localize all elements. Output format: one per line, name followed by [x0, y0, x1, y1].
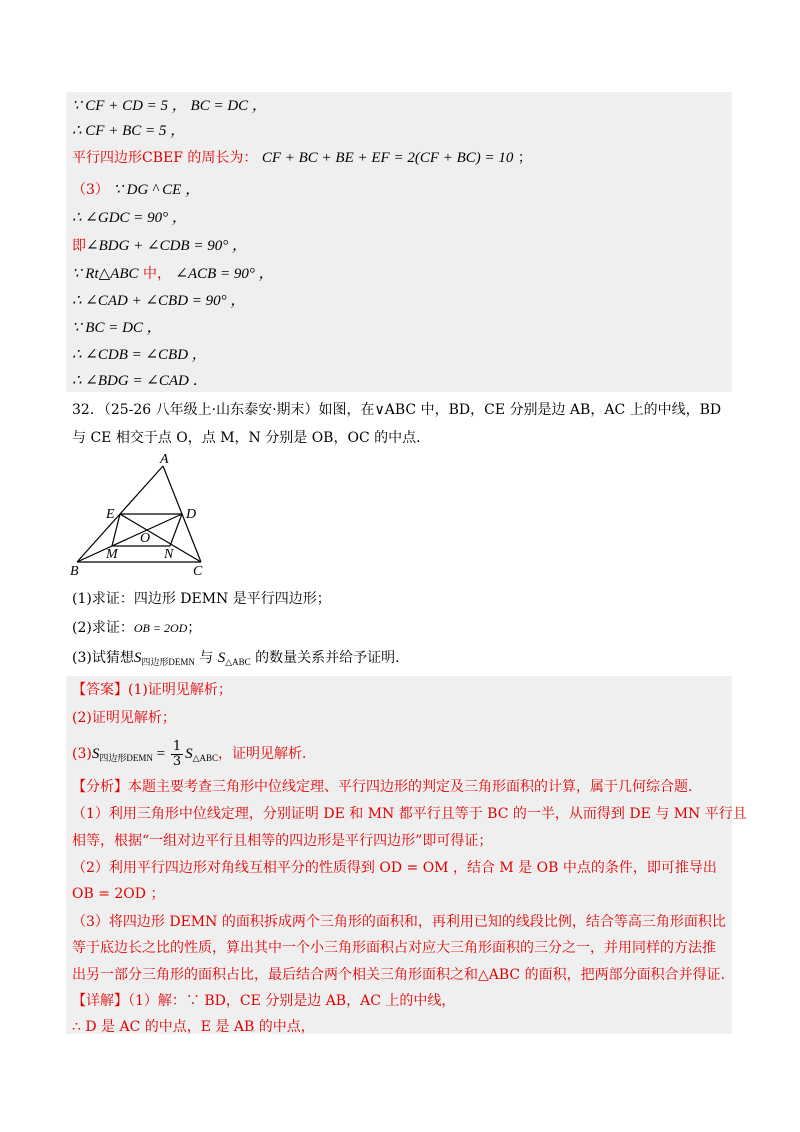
answer-3-equals: =	[152, 746, 169, 762]
detail-1: （1）解：∵ BD，CE 分别是边 AB，AC 上的中线，	[128, 993, 456, 1009]
solution-line-5: ∴ ∠GDC = 90° ，	[72, 210, 187, 226]
answer-line-3	[72, 738, 316, 774]
label-n: N	[164, 547, 174, 562]
q2-text: (2)求证：	[72, 620, 134, 636]
analysis-line-7: 出另一部分三角形的面积占比，最后结合两个相关三角形面积之和△ABC 的面积，把两部分面积合并得证．	[72, 967, 735, 983]
perimeter-label: 平行四边形CBEF 的周长为：	[72, 150, 258, 166]
solution-line-2: ∴ CF + BC = 5 ，	[72, 123, 186, 139]
answer-3-prefix: (3)	[72, 746, 92, 762]
problem-line-2: 与 CE 相交于点 O，点 M，N 分别是 OB，OC 的中点．	[72, 430, 431, 446]
solution-line-3	[72, 148, 532, 168]
label-a: A	[160, 452, 169, 467]
ji-word: 即	[72, 238, 86, 254]
analysis-line-1: （1）利用三角形中位线定理，分别证明 DE 和 MN 都平行且等于 BC 的一半，从而得到 DE 与 MN 平行且	[72, 806, 747, 822]
perimeter-end: ；	[517, 150, 532, 166]
analysis-line-2: 相等，根据“一组对边平行且相等的四边形是平行四边形”即可得证；	[72, 833, 493, 849]
answer-line-2: (2)证明见解析；	[72, 710, 176, 726]
solution-line-4	[72, 180, 200, 200]
label-d: D	[186, 507, 197, 522]
analysis-line-6: 等于底边长之比的性质，算出其中一个小三角形面积占对应大三角形面积的三分之一，并用同样的方法推	[72, 940, 716, 956]
label-b: B	[70, 564, 79, 578]
part3-given: ∵ DG ^ CE ，	[113, 182, 201, 198]
solution-line-7	[72, 264, 274, 284]
question-3	[72, 648, 409, 672]
question-2	[72, 618, 201, 638]
q3-mid: 与	[199, 650, 214, 666]
q3-area-tri: $S_{\triangle ABC}$	[217, 650, 251, 667]
analysis-tag: 【分析】	[72, 779, 128, 795]
answer-3-area-quad: $S_{四边形DEMN}$	[91, 746, 153, 763]
angle-sum-1: ∠BDG + ∠CDB = 90° ，	[86, 238, 247, 254]
q2-equation: OB = 2OD	[133, 621, 188, 635]
q3-end: 的数量关系并给予证明．	[255, 650, 410, 666]
answer-tag: 【答案】	[72, 682, 128, 698]
q3-area-quad: $S_{四边形DEMN}$	[133, 650, 195, 667]
label-o: O	[140, 531, 151, 546]
solution-line-11: ∴ ∠BDG = ∠CAD ．	[72, 373, 208, 389]
problem-line-1: 32．（25-26 八年级上·山东泰安·期末）如图，在∨ABC 中，BD，CE 分别是边 AB，AC 上的中线，BD	[72, 402, 722, 418]
triangle-figure	[66, 448, 216, 578]
analysis-line-4: OB = 2OD ；	[72, 886, 165, 902]
question-1: (1)求证：四边形 DEMN 是平行四边形；	[72, 591, 331, 607]
answer-3-fraction: $\frac{1}{3}$	[172, 738, 182, 769]
part3-number: （3）	[72, 182, 109, 198]
q2-end: ；	[187, 620, 202, 636]
detail-line-2: ∴ D 是 AC 的中点，E 是 AB 的中点，	[72, 1019, 315, 1035]
analysis-summary: 本题主要考查三角形中位线定理、平行四边形的判定及三角形面积的计算，属于几何综合题．	[128, 779, 702, 795]
label-e: E	[106, 507, 115, 522]
detail-line-1	[72, 991, 455, 1011]
analysis-line-3: （2）利用平行四边形对角线互相平分的性质得到 OD = OM ，结合 M 是 OB 中点的条件，即可推导出	[72, 860, 717, 876]
label-m: M	[106, 547, 118, 562]
solution-line-8: ∴ ∠CAD + ∠CBD = 90° ，	[72, 293, 246, 309]
q3-text: (3)试猜想	[72, 650, 134, 666]
solution-line-10: ∴ ∠CDB = ∠CBD ，	[72, 347, 207, 363]
detail-tag: 【详解】	[72, 993, 128, 1009]
rt-triangle: ∵ Rt△ABC	[72, 266, 139, 282]
analysis-line-0	[72, 777, 702, 797]
right-angle: ∠ACB = 90° ，	[175, 266, 274, 282]
label-c: C	[193, 564, 203, 578]
answer-1: (1)证明见解析；	[128, 682, 232, 698]
analysis-line-5: （3）将四边形 DEMN 的面积拆成两个三角形的面积和，再利用已知的线段比例，结合等高三角形面积比	[72, 914, 726, 930]
solution-line-9: ∵ BC = DC ，	[72, 320, 162, 336]
answer-3-end: ，证明见解析．	[218, 746, 317, 762]
answer-3-area-tri: $S_{\triangle ABC}$	[185, 746, 219, 763]
perimeter-equation: CF + BC + BE + EF = 2(CF + BC) = 10	[261, 150, 514, 166]
zhong-word: 中，	[142, 266, 171, 282]
solution-line-1: ∵ CF + CD = 5 ， BC = DC ，	[72, 98, 267, 114]
solution-line-6	[72, 236, 247, 256]
answer-line-1	[72, 680, 232, 700]
